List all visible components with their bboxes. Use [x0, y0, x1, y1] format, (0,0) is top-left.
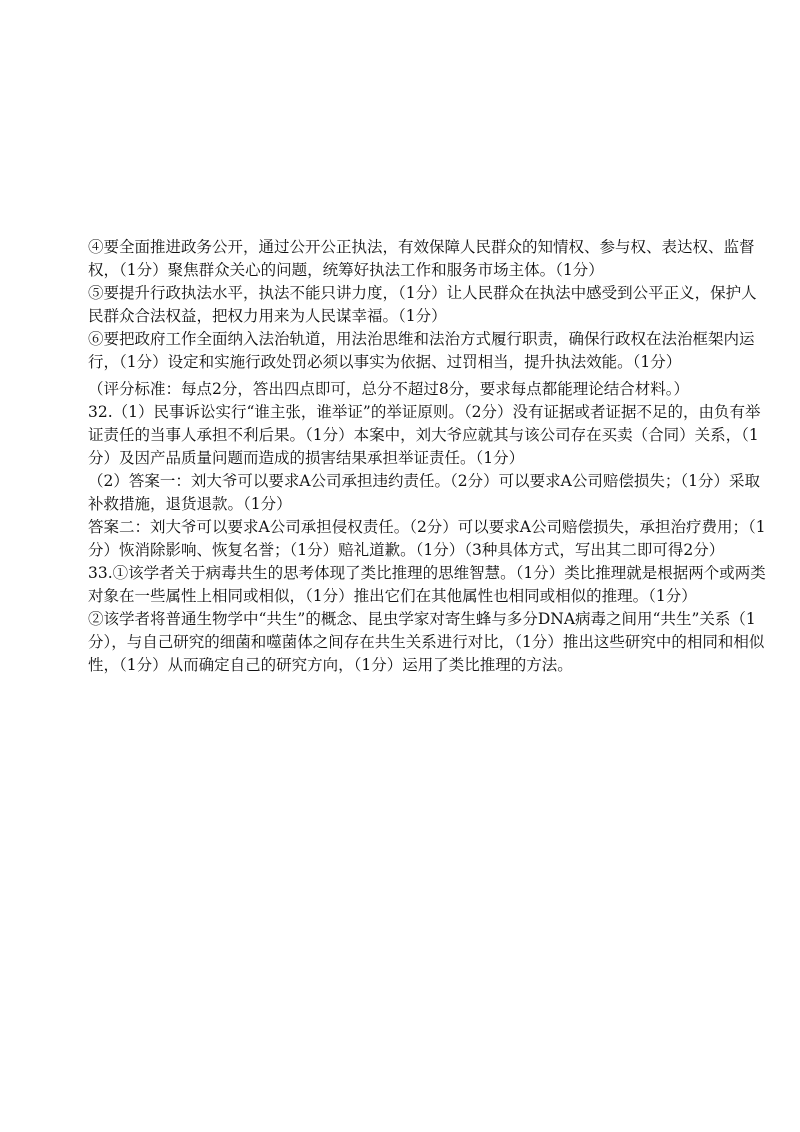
question-32-part-1: 32.（1）民事诉讼实行“谁主张，谁举证”的举证原则。（2分）没有证据或者证据不足的，由负有举证责任的当事人承担不利后果。（1分）本案中，刘大爷应就其与该公司存在买卖（合同）关系，（1分）及因产品质量问题而造成的损害结果承担举证责任。（1分） [88, 403, 761, 467]
answer-point-6: ⑥要把政府工作全面纳入法治轨道，用法治思维和法治方式履行职责，确保行政权在法治框架内运行，（1分）设定和实施行政处罚必须以事实为依据、过罚相当，提升执法效能。（1分） [88, 330, 755, 371]
answer-point-4: ④要全面推进政务公开，通过公开公正执法，有效保障人民群众的知情权、参与权、表达权、监督权，（1分）聚焦群众关心的问题，统筹好执法工作和服务市场主体。（1分） [88, 238, 755, 279]
question-32-part-2-answer-1: （2）答案一：刘大爷可以要求A公司承担违约责任。（2分）可以要求A公司赔偿损失；（1分）采取补救措施，退货退款。（1分） [88, 472, 760, 513]
answer-point-5: ⑤要提升行政执法水平，执法不能只讲力度，（1分）让人民群众在执法中感受到公平正义，保护人民群众合法权益，把权力用来为人民谋幸福。（1分） [88, 284, 757, 325]
answer-text-block [88, 236, 772, 677]
grading-standard: （评分标准：每点2分，答出四点即可，总分不超过8分，要求每点都能理论结合材料。） [88, 380, 689, 398]
question-32-part-2-answer-2: 答案二：刘大爷可以要求A公司承担侵权责任。（2分）可以要求A公司赔偿损失，承担治疗费用；（1分）恢消除影响、恢复名誉；（1分）赔礼道歉。（1分）（3种具体方式，写出其二即可得2分） [88, 518, 766, 559]
question-33-point-2: ②该学者将普通生物学中“共生”的概念、昆虫学家对寄生蜂与多分DNA病毒之间用“共生”关系（1分），与自己研究的细菌和噬菌体之间存在共生关系进行对比，（1分）推出这些研究中的相同和相似性，（1分）从而确定自己的研究方向，（1分）运用了类比推理的方法。 [88, 610, 765, 674]
question-33-point-1: 33.①该学者关于病毒共生的思考体现了类比推理的思维智慧。（1分）类比推理就是根据两个或两类对象在一些属性上相同或相似，（1分）推出它们在其他属性也相同或相似的推理。（1分） [88, 564, 766, 605]
